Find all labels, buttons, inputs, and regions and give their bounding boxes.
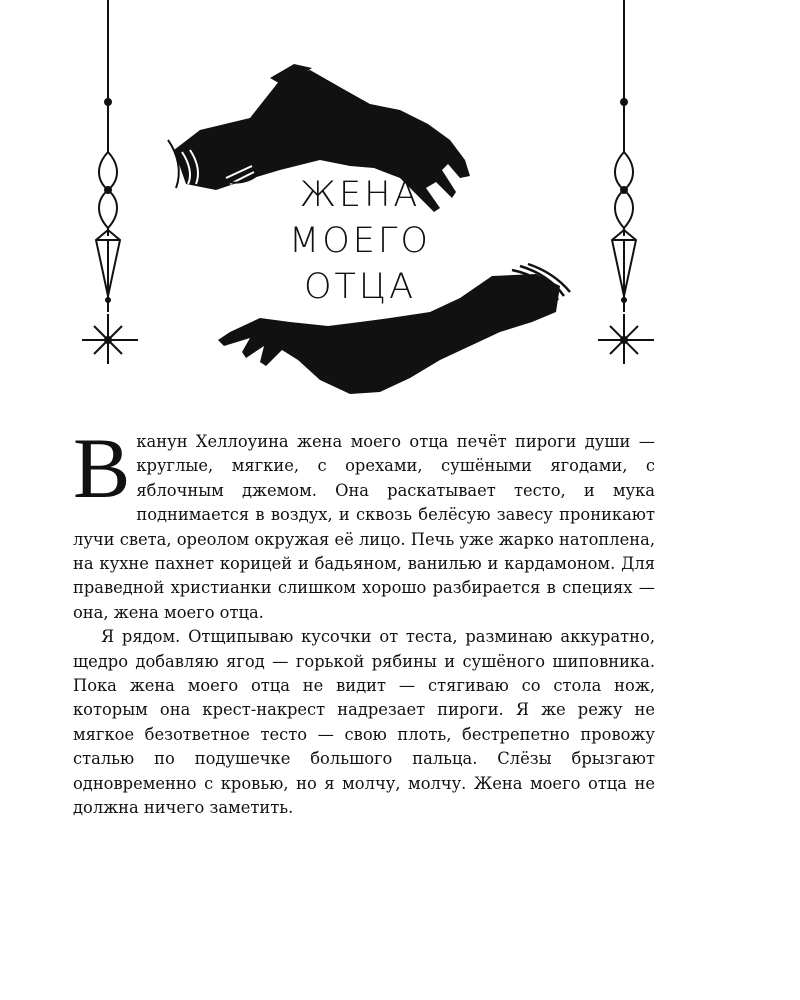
chapter-title <box>230 172 490 310</box>
paragraph-1 <box>73 420 655 625</box>
drop-cap: В <box>73 420 131 516</box>
title-line-1: ЖЕНА <box>299 175 421 215</box>
title-line-2: МОЕГО <box>289 221 431 261</box>
paragraph-2: Я рядом. Отщипываю кусочки от теста, разминаю аккуратно, щедро добавляю ягод — горькой рябины и сушёного шиповника. Пока жена моего отца не видит — стягиваю со стола нож, которым она крест-накрест надрезает пироги. Я же режу не мягкое безответное тесто — свою плоть, бестрепетно провожу сталью по подушечке большого пальца. Слёзы брызгают одновременно с кровью, но я молчу, молчу. Жена моего отца не должна ничего заметить. <box>73 627 655 818</box>
paragraph-1-text: канун Хеллоуина жена моего отца печёт пироги души — круглые, мягкие, с орехами, сушёными ягодами, с яблочным джемом. Она раскатывает тесто, и мука поднимается в воздух, и сквозь белёсую завесу проникают лучи света, ореолом окружая её лицо. Печь уже жарко натоплена, на кухне пахнет корицей и бадьяном, ванилью и кардамоном. Для праведной христианки слишком хорошо разбирается в специях — она, жена моего отца. <box>73 432 655 622</box>
hanging-crystal-ornament-icon <box>596 0 656 370</box>
hanging-crystal-ornament-icon <box>82 0 142 370</box>
title-line-3: ОТЦА <box>303 267 417 307</box>
body-text <box>73 420 655 821</box>
